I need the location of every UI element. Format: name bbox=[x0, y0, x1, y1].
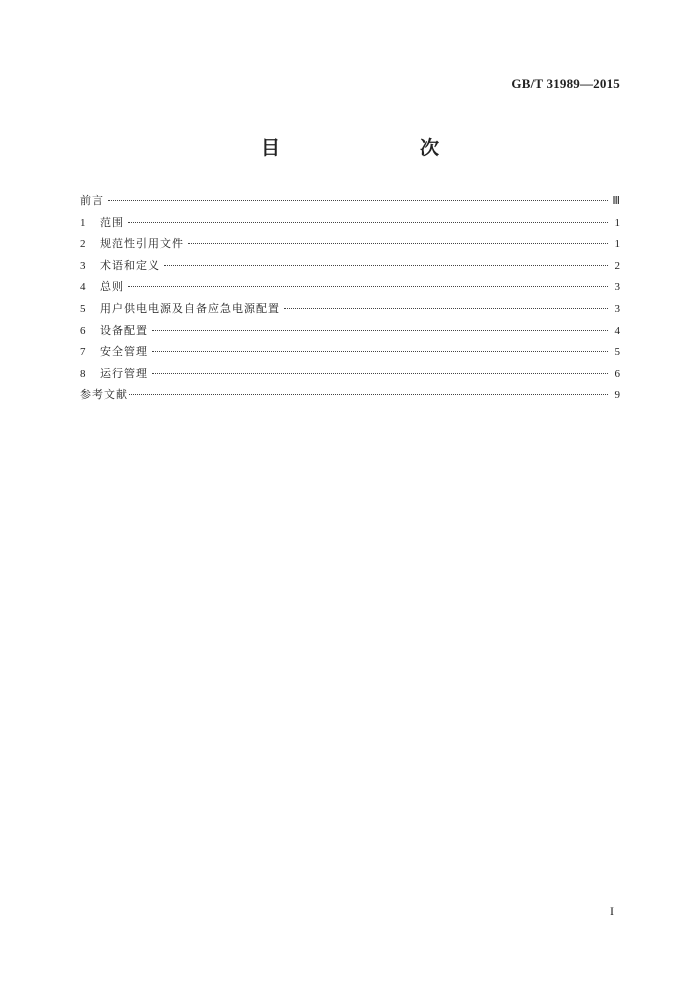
toc-entry-number: 5 bbox=[80, 302, 86, 315]
toc-entry-8[interactable] bbox=[80, 363, 620, 385]
toc-entry-page: 3 bbox=[614, 281, 620, 294]
toc-entry-number: 6 bbox=[80, 324, 86, 337]
toc-entry-number: 8 bbox=[80, 367, 86, 380]
toc-entry-number: 2 bbox=[80, 238, 86, 251]
toc-entry-page: 1 bbox=[614, 216, 620, 229]
toc-entry-page: 1 bbox=[614, 238, 620, 251]
dot-leader bbox=[152, 373, 608, 374]
toc-entry-3[interactable] bbox=[80, 255, 620, 277]
toc-entry-page: 4 bbox=[614, 324, 620, 337]
dot-leader bbox=[164, 265, 608, 266]
toc-entry-label: 用户供电电源及自备应急电源配置 bbox=[100, 301, 280, 315]
toc-entry-6[interactable] bbox=[80, 320, 620, 342]
dot-leader bbox=[108, 200, 608, 201]
toc-entry-foreword[interactable] bbox=[80, 190, 620, 212]
toc-entry-5[interactable] bbox=[80, 298, 620, 320]
toc-entry-number: 7 bbox=[80, 346, 86, 359]
toc-entry-label: 术语和定义 bbox=[100, 258, 160, 272]
toc-entry-bibliography[interactable] bbox=[80, 384, 620, 406]
page-title: 目 次 bbox=[260, 137, 473, 159]
toc-entry-page: 5 bbox=[614, 346, 620, 359]
toc-entry-label: 范围 bbox=[100, 215, 124, 229]
toc-entry-page: 3 bbox=[614, 302, 620, 315]
toc-entry-label: 安全管理 bbox=[100, 345, 148, 359]
toc-entry-page: 2 bbox=[614, 259, 620, 272]
dot-leader bbox=[128, 222, 608, 223]
dot-leader bbox=[152, 351, 608, 352]
toc-entry-page: 9 bbox=[614, 389, 620, 402]
dot-leader bbox=[129, 394, 608, 395]
dot-leader bbox=[188, 243, 608, 244]
page-number: I bbox=[610, 904, 614, 918]
dot-leader bbox=[152, 330, 608, 331]
toc-entry-2[interactable] bbox=[80, 233, 620, 255]
toc-entry-1[interactable] bbox=[80, 212, 620, 234]
toc-entry-label: 前言 bbox=[80, 194, 104, 207]
toc-entry-page: 6 bbox=[614, 367, 620, 380]
standard-code: GB/T 31989—2015 bbox=[511, 76, 620, 91]
toc-entry-number: 4 bbox=[80, 281, 86, 294]
toc-entry-label: 总则 bbox=[100, 280, 124, 294]
toc-entry-7[interactable] bbox=[80, 341, 620, 363]
toc-entry-label: 运行管理 bbox=[100, 366, 148, 380]
toc-entry-label: 参考文献 bbox=[80, 388, 128, 402]
table-of-contents bbox=[80, 190, 620, 406]
toc-entry-label: 设备配置 bbox=[100, 323, 148, 337]
dot-leader bbox=[284, 308, 608, 309]
toc-entry-label: 规范性引用文件 bbox=[100, 237, 184, 251]
toc-entry-page: Ⅲ bbox=[612, 195, 620, 207]
toc-entry-number: 1 bbox=[80, 216, 86, 229]
toc-entry-4[interactable] bbox=[80, 276, 620, 298]
toc-entry-number: 3 bbox=[80, 259, 86, 272]
dot-leader bbox=[128, 286, 608, 287]
